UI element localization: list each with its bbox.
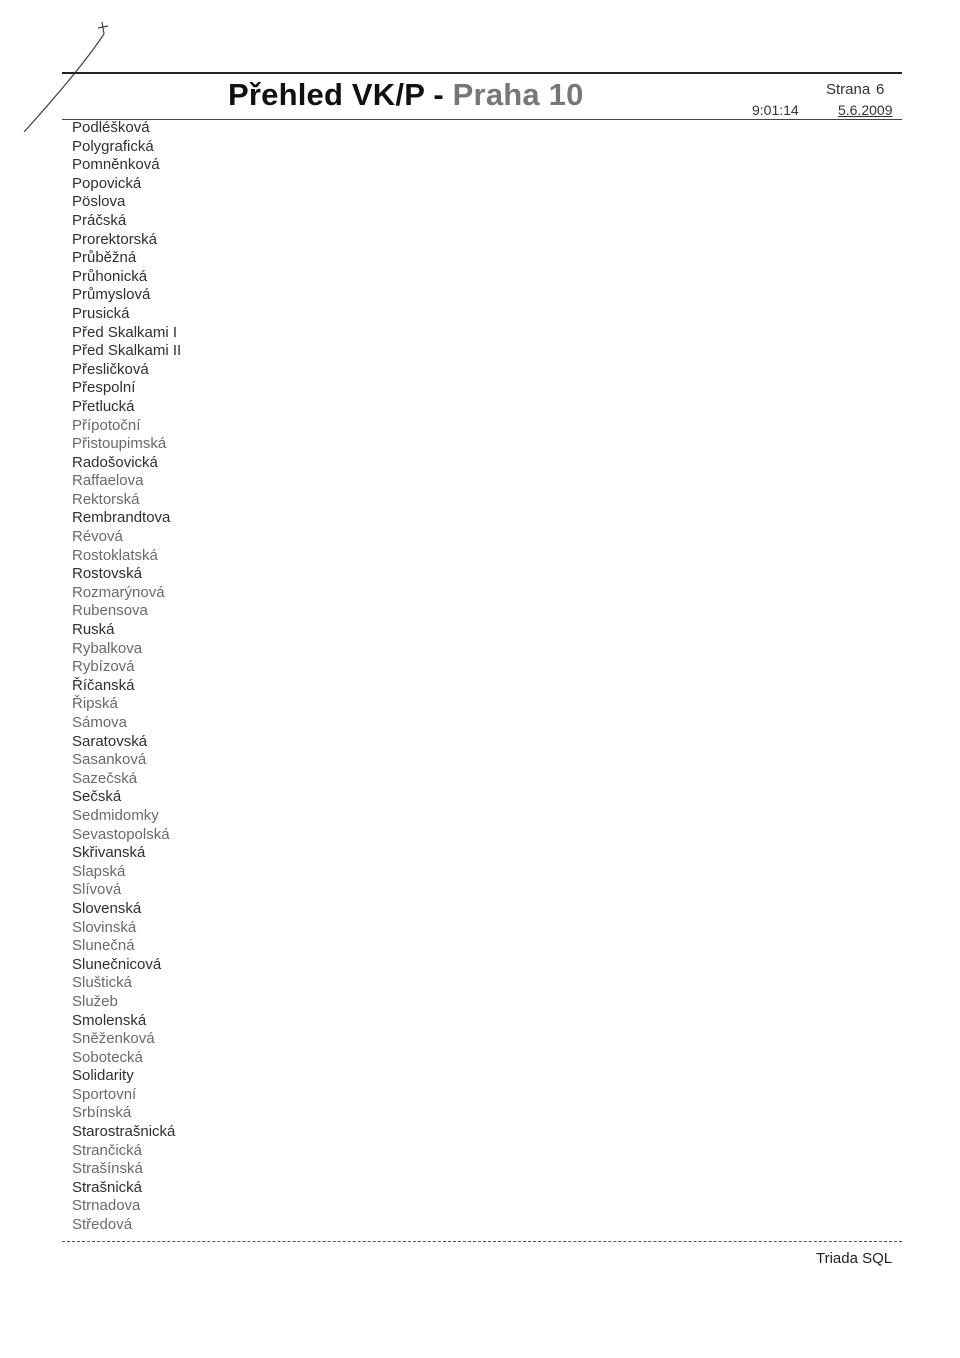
street-item: Pöslova	[72, 193, 126, 211]
street-item: Starostrašnická	[72, 1123, 176, 1141]
street-item: Sobotecká	[72, 1048, 143, 1066]
top-rule	[62, 72, 902, 74]
street-item: Slunečná	[72, 937, 135, 955]
street-item: Rybízová	[72, 658, 135, 676]
street-item: Strašínská	[72, 1160, 143, 1178]
street-item: Slívová	[72, 881, 122, 899]
street-item: Před Skalkami II	[72, 342, 182, 360]
footer-rule	[62, 1241, 902, 1242]
street-item: Slovenská	[72, 899, 142, 917]
street-item: Skřivanská	[72, 844, 146, 862]
street-item: Prorektorská	[72, 230, 158, 248]
street-item: Služeb	[72, 992, 118, 1010]
title-main: Přehled VK/P -	[228, 77, 453, 112]
street-item: Průhonická	[72, 267, 148, 285]
street-item: Slunečnicová	[72, 955, 162, 973]
street-item: Slapská	[72, 862, 126, 880]
street-item: Říčanská	[72, 676, 135, 694]
street-item: Rektorská	[72, 490, 140, 508]
street-item: Rozmarýnová	[72, 583, 165, 601]
street-item: Přesličková	[72, 360, 149, 378]
street-item: Řipská	[72, 695, 118, 713]
street-item: Sazečská	[72, 769, 138, 787]
street-item: Radošovická	[72, 453, 158, 471]
street-item: Raffaelova	[72, 472, 144, 490]
street-item: Středová	[72, 1216, 133, 1234]
street-item: Solidarity	[72, 1067, 134, 1085]
street-item: Sasanková	[72, 751, 147, 769]
street-item: Sevastopolská	[72, 825, 170, 843]
street-item: Podléšková	[72, 119, 150, 136]
street-item: Přípotoční	[72, 416, 141, 434]
street-item: Popovická	[72, 174, 142, 192]
print-time: 9:01:14	[752, 102, 799, 118]
street-item: Přistoupimská	[72, 435, 167, 453]
street-item: Sportovní	[72, 1085, 137, 1103]
street-item: Rybalkova	[72, 639, 143, 657]
street-item: Sámova	[72, 714, 128, 731]
street-item: Sedmidomky	[72, 806, 159, 824]
street-item: Rostoklatská	[72, 546, 158, 564]
street-item: Ruská	[72, 621, 115, 639]
street-item: Průmyslová	[72, 286, 151, 304]
street-item: Strnadova	[72, 1197, 141, 1215]
street-item: Před Skalkami I	[72, 323, 178, 341]
street-item: Slovinská	[72, 918, 137, 936]
street-item: Průběžná	[72, 249, 137, 267]
street-item: Sluštická	[72, 974, 133, 992]
print-date: 5.6.2009	[838, 102, 893, 118]
street-item: Révová	[72, 528, 123, 546]
footer-product: Triada SQL	[816, 1250, 893, 1267]
street-item: Polygrafická	[72, 137, 154, 155]
page-label: Strana	[826, 81, 871, 98]
street-item: Rembrandtova	[72, 509, 171, 527]
street-item: Saratovská	[72, 732, 148, 750]
street-item: Přespolní	[72, 379, 136, 397]
header-rule	[62, 119, 902, 120]
street-item: Srbínská	[72, 1104, 132, 1122]
street-item: Sečská	[72, 788, 122, 806]
report-title	[228, 77, 584, 113]
street-item: Smolenská	[72, 1011, 147, 1029]
street-item: Sněženková	[72, 1030, 155, 1048]
street-list	[72, 119, 181, 1235]
street-item: Strančická	[72, 1141, 143, 1159]
street-item: Přetlucká	[72, 397, 135, 415]
street-item: Rubensova	[72, 602, 148, 620]
street-item: Strašnická	[72, 1178, 143, 1196]
street-item: Prusická	[72, 304, 130, 322]
page-number: 6	[876, 81, 885, 98]
street-item: Práčská	[72, 211, 127, 229]
street-item: Rostovská	[72, 565, 143, 583]
street-item: Pomněnková	[72, 156, 160, 174]
title-district: Praha 10	[452, 77, 584, 112]
